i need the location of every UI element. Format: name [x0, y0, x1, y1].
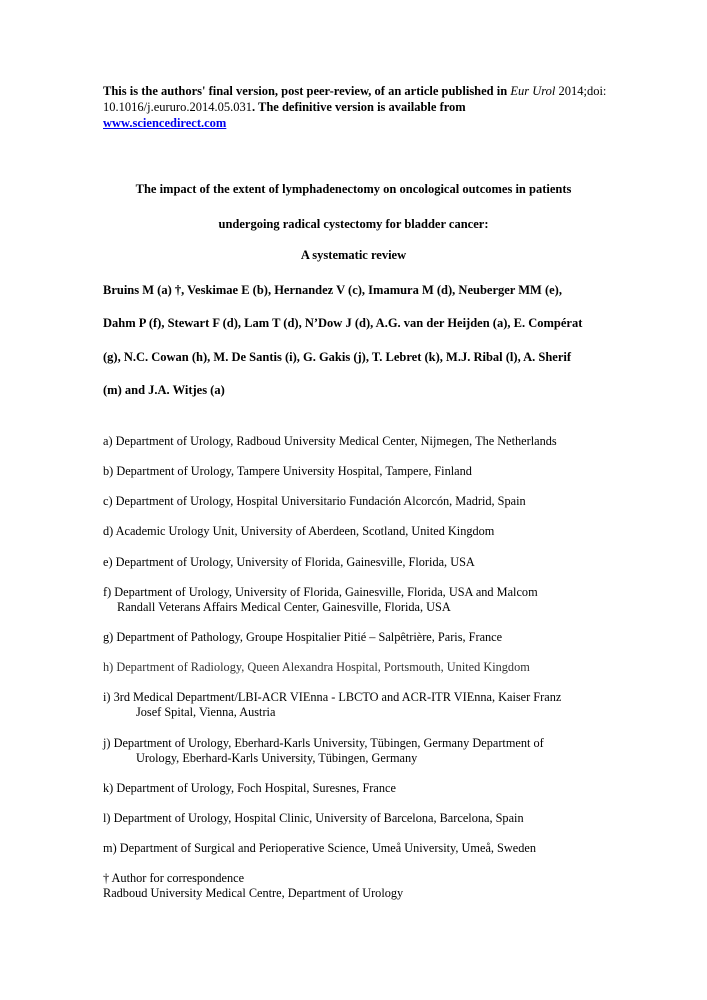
affiliation-j-line2: Urology, Eberhard-Karls University, Tübingen, Germany [136, 751, 418, 765]
affiliation-h [103, 660, 530, 675]
affiliation-i [103, 690, 561, 720]
affiliation-c-line1: c) Department of Urology, Hospital Universitario Fundación Alcorcón, Madrid, Spain [103, 494, 526, 508]
notice-text-2: . The definitive version is available from [251, 100, 466, 114]
affiliation-a-line1: a) Department of Urology, Radboud University Medical Center, Nijmegen, The Netherlands [103, 434, 557, 448]
author-line-3: (g), N.C. Cowan (h), M. De Santis (i), G. Gakis (j), T. Lebret (k), M.J. Ribal (l), A. Sherif [103, 350, 572, 364]
publication-notice [103, 83, 608, 131]
affiliation-i-line1: i) 3rd Medical Department/LBI-ACR VIEnna - LBCTO and ACR-ITR VIEnna, Kaiser Franz [103, 690, 562, 704]
affiliation-e [103, 555, 475, 570]
affiliation-b-line1: b) Department of Urology, Tampere University Hospital, Tampere, Finland [103, 464, 472, 478]
author-line-1: Bruins M (a) †, Veskimae E (b), Hernandez V (c), Imamura M (d), Neuberger MM (e), [103, 283, 562, 297]
affiliation-f [103, 585, 538, 615]
correspondence [103, 871, 403, 901]
affiliation-a [103, 434, 557, 449]
title-line-2: undergoing radical cystectomy for bladder cancer: [218, 217, 489, 231]
notice-text-1: This is the authors' final version, post peer-review, of an article published in [103, 84, 511, 98]
affiliation-m-line1: m) Department of Surgical and Perioperative Science, Umeå University, Umeå, Sweden [103, 841, 536, 855]
affiliation-e-line1: e) Department of Urology, University of Florida, Gainesville, Florida, USA [103, 555, 475, 569]
affiliation-d-line1: d) Academic Urology Unit, University of Aberdeen, Scotland, United Kingdom [103, 524, 495, 538]
affiliation-k [103, 781, 396, 796]
correspondence-line2: Radboud University Medical Centre, Department of Urology [103, 886, 404, 900]
author-line-4: (m) and J.A. Witjes (a) [103, 383, 225, 397]
affiliation-i-line2: Josef Spital, Vienna, Austria [136, 705, 276, 719]
affiliation-f-line2: Randall Veterans Affairs Medical Center, Gainesville, Florida, USA [117, 600, 451, 614]
sciencedirect-link[interactable]: www.sciencedirect.com [103, 116, 227, 130]
affiliation-c [103, 494, 526, 509]
affiliation-f-line1: f) Department of Urology, University of Florida, Gainesville, Florida, USA and Malcom [103, 585, 538, 599]
affiliation-l-line1: l) Department of Urology, Hospital Clinic, University of Barcelona, Barcelona, Spain [103, 811, 524, 825]
affiliation-g-line1: g) Department of Pathology, Groupe Hospitalier Pitié – Salpêtrière, Paris, France [103, 630, 503, 644]
notice-doi: 2014;doi: 10.1016/j.eururo.2014.05.031 [103, 84, 607, 114]
affiliation-j [103, 736, 544, 766]
journal-name: Eur Urol [510, 84, 556, 98]
affiliation-b [103, 464, 472, 479]
title-line-3: A systematic review [300, 248, 407, 262]
affiliation-m [103, 841, 536, 856]
affiliation-h-line1: h) Department of Radiology, Queen Alexandra Hospital, Portsmouth, United Kingdom [103, 660, 530, 674]
author-line-2: Dahm P (f), Stewart F (d), Lam T (d), N’Dow J (d), A.G. van der Heijden (a), E. Compérat [103, 316, 583, 330]
affiliation-l [103, 811, 524, 826]
correspondence-line1: † Author for correspondence [103, 871, 245, 885]
affiliation-k-line1: k) Department of Urology, Foch Hospital, Suresnes, France [103, 781, 396, 795]
title-line-1: The impact of the extent of lymphadenectomy on oncological outcomes in patients [135, 182, 572, 196]
affiliation-g [103, 630, 502, 645]
affiliation-j-line1: j) Department of Urology, Eberhard-Karls University, Tübingen, Germany Department of [103, 736, 544, 750]
affiliation-d [103, 524, 494, 539]
